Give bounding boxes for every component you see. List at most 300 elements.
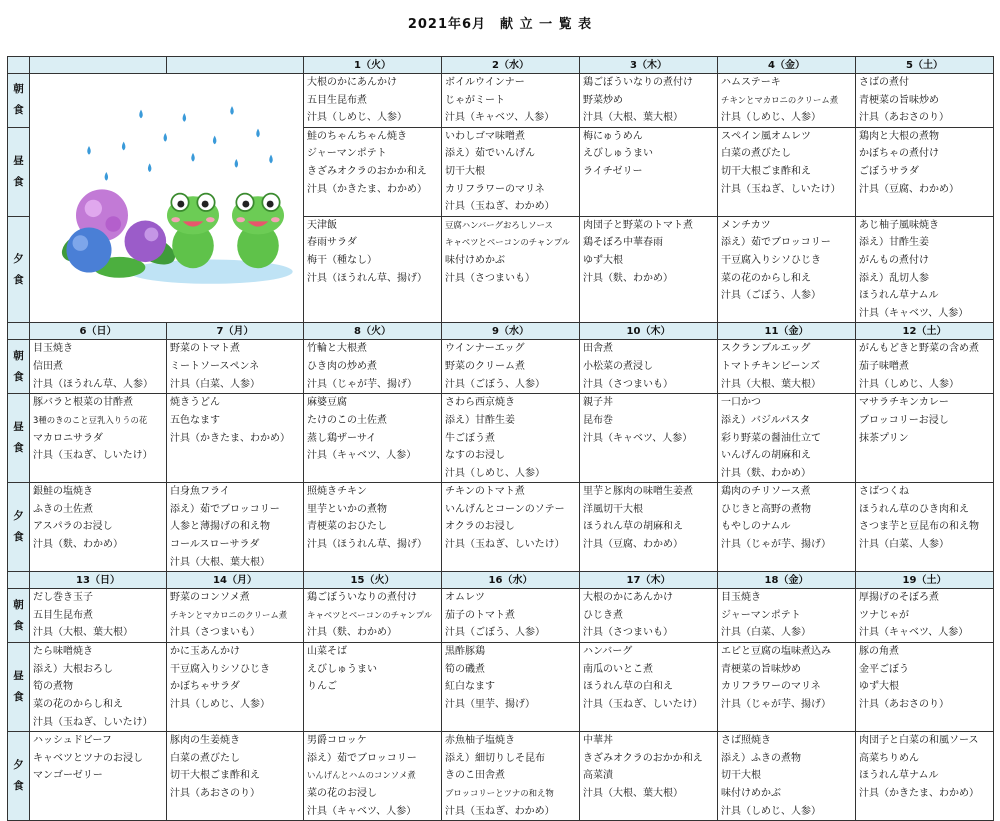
menu-item: 汁具（さつまいも）: [170, 627, 260, 639]
menu-cell: [30, 589, 167, 643]
menu-cell: [442, 732, 580, 821]
menu-item: 味付けめかぶ: [445, 254, 505, 266]
menu-cell: [442, 127, 580, 216]
menu-item: 豆腐ハンバーグおろしソース: [445, 219, 553, 230]
menu-item: 汁具（さつまいも）: [583, 378, 673, 390]
menu-item: 青梗菜の旨味炒め: [721, 663, 801, 675]
menu-item: 汁具（キャベツ、人参）: [859, 627, 969, 639]
menu-item: 添え）バジルパスタ: [721, 414, 811, 426]
menu-item: 青梗菜の旨味炒め: [859, 94, 939, 106]
menu-item: 田舎煮: [583, 343, 613, 355]
menu-item: 添え）茹でブロッコリー: [721, 237, 831, 249]
menu-item: 照焼きチキン: [307, 486, 367, 498]
menu-item: 汁具（しめじ、人参）: [307, 112, 407, 124]
menu-item: ライチゼリー: [583, 165, 643, 177]
menu-cell: [580, 643, 718, 732]
menu-item: ボイルウインナー: [445, 77, 525, 88]
day-header: 4（金）: [718, 57, 856, 74]
menu-cell: [718, 74, 856, 128]
menu-item: 鶏そぼろ中華春雨: [583, 237, 663, 249]
menu-item: ゆず大根: [859, 681, 899, 693]
day-header: 6（日）: [30, 323, 167, 340]
menu-item: 汁具（大根、葉大根）: [721, 378, 821, 390]
menu-item: ひき肉の炒め煮: [307, 360, 377, 372]
menu-item: 汁具（しめじ、人参）: [445, 467, 545, 479]
menu-item: ほうれん草ナムル: [859, 290, 939, 302]
menu-cell: [442, 394, 580, 483]
meal-row-dinner: [8, 483, 994, 572]
menu-item: 添え）ふきの煮物: [721, 752, 801, 764]
day-header: 12（土）: [856, 323, 994, 340]
menu-cell: [304, 127, 442, 216]
menu-cell: [856, 340, 994, 394]
menu-item: ミートソースペンネ: [170, 360, 260, 372]
menu-item: ふきの土佐煮: [33, 503, 93, 515]
menu-item: 豚の角煮: [859, 646, 899, 658]
menu-item: アスパラのお浸し: [33, 521, 113, 533]
menu-item: 汁具（麩、わかめ）: [583, 272, 673, 284]
meal-row-breakfast: [8, 74, 994, 128]
menu-item: 肉団子と白菜の和風ソース: [859, 735, 979, 747]
menu-cell: [30, 643, 167, 732]
menu-item: 汁具（ごぼう、人参）: [445, 378, 545, 390]
menu-item: 鮭のちゃんちゃん焼き: [307, 130, 407, 142]
menu-item: さば照焼き: [721, 735, 771, 747]
menu-item: ひじきと高野の煮物: [721, 503, 811, 515]
menu-cell: [304, 732, 442, 821]
menu-item: 汁具（じゃが芋、揚げ）: [721, 539, 831, 551]
menu-item: 汁具（キャベツ、人参）: [307, 450, 417, 462]
menu-item: ブロッコリーとツナの和え物: [445, 788, 554, 798]
menu-item: 汁具（豆腐、わかめ）: [583, 539, 683, 551]
menu-item: 干豆腐入りシソひじき: [170, 663, 270, 675]
menu-item: 汁具（キャベツ、人参）: [859, 307, 969, 319]
menu-cell: [856, 732, 994, 821]
menu-item: 汁具（じゃが芋、揚げ）: [721, 699, 831, 711]
menu-item: 汁具（玉ねぎ、しいたけ）: [33, 716, 153, 728]
menu-item: スクランブルエッグ: [721, 343, 811, 355]
menu-item: 高菜ちりめん: [859, 752, 919, 764]
menu-item: 紅白なます: [445, 681, 495, 693]
menu-item: オムレツ: [445, 592, 485, 604]
menu-item: 汁具（玉ねぎ、わかめ）: [445, 201, 555, 213]
menu-item: 汁具（あおさのり）: [170, 788, 260, 799]
day-header: 16（水）: [442, 572, 580, 589]
menu-item: 汁具（かきたま、わかめ）: [170, 432, 290, 444]
menu-item: 里芋と豚肉の味噌生姜煮: [583, 486, 693, 498]
menu-item: 中華丼: [583, 735, 613, 747]
menu-cell: [30, 732, 167, 821]
menu-item: オクラのお浸し: [445, 521, 515, 533]
menu-item: 大根のかにあんかけ: [583, 592, 673, 604]
menu-item: 青梗菜のおひたし: [307, 521, 387, 533]
menu-cell: [304, 216, 442, 323]
menu-item: トマトチキンビーンズ: [721, 360, 820, 372]
menu-item: 昆布巻: [583, 414, 613, 426]
day-header: 9（水）: [442, 323, 580, 340]
menu-cell: [580, 340, 718, 394]
menu-item: 春雨サラダ: [307, 237, 357, 249]
menu-item: 小松菜の煮浸し: [583, 360, 653, 372]
menu-item: キャベツとツナのお浸し: [33, 752, 143, 764]
menu-item: 切干大根ごま酢和え: [170, 770, 260, 782]
menu-cell: [442, 216, 580, 323]
menu-item: 銀鮭の塩焼き: [33, 486, 93, 498]
menu-item: 鶏ごぼういなりの煮付け: [583, 77, 693, 88]
menu-item: ハンバーグ: [583, 646, 633, 658]
menu-cell: [580, 127, 718, 216]
menu-item: 里芋といかの煮物: [307, 503, 387, 515]
day-header: 15（火）: [304, 572, 442, 589]
menu-item: カリフラワーのマリネ: [721, 681, 821, 693]
menu-item: 添え）乱切人参: [859, 272, 929, 284]
menu-item: 大根のかにあんかけ: [307, 77, 397, 88]
menu-item: 汁具（かきたま、わかめ）: [307, 183, 427, 195]
menu-item: もやしのナムル: [721, 521, 791, 533]
week-header-row: [8, 572, 994, 589]
menu-item: 汁具（あおさのり）: [859, 699, 949, 711]
menu-cell: [167, 732, 304, 821]
menu-item: ジャーマンポテト: [721, 609, 801, 621]
menu-cell: [718, 483, 856, 572]
menu-item: 五目生昆布煮: [33, 609, 93, 621]
menu-item: 汁具（ほうれん草、揚げ）: [307, 272, 427, 284]
menu-item: かぼちゃサラダ: [170, 681, 240, 693]
menu-item: 麻婆豆腐: [307, 397, 347, 409]
menu-item: 山菜そば: [307, 646, 347, 658]
menu-item: コールスローサラダ: [170, 539, 260, 551]
menu-cell: [856, 74, 994, 128]
menu-item: チキンとマカロニのクリーム煮: [721, 94, 839, 105]
menu-cell: [442, 74, 580, 128]
menu-item: かに玉あんかけ: [170, 646, 240, 658]
menu-cell: [856, 127, 994, 216]
day-header: 11（金）: [718, 323, 856, 340]
day-header: 19（土）: [856, 572, 994, 589]
menu-item: 白菜の煮びたし: [721, 148, 791, 160]
menu-item: 信田煮: [33, 360, 63, 372]
menu-table: [7, 56, 994, 821]
menu-item: ハッシュドビーフ: [33, 735, 112, 747]
menu-item: 豚肉の生姜焼き: [170, 735, 240, 747]
menu-item: 汁具（玉ねぎ、しいたけ）: [583, 699, 703, 711]
illustration-svg: [37, 83, 297, 313]
menu-item: 汁具（かきたま、わかめ）: [859, 788, 979, 799]
header-corner: [8, 57, 30, 74]
menu-item: 汁具（キャベツ、人参）: [583, 432, 693, 444]
menu-item: 茄子のトマト煮: [445, 609, 515, 621]
menu-item: 筍の煮物: [33, 681, 73, 693]
menu-cell: [442, 340, 580, 394]
week-header-row: [8, 57, 994, 74]
menu-item: チキンのトマト煮: [445, 486, 525, 498]
menu-item: メンチカツ: [721, 219, 771, 231]
menu-cell: [718, 216, 856, 323]
menu-cell: [442, 643, 580, 732]
menu-cell: [856, 483, 994, 572]
menu-item: 一口かつ: [721, 397, 761, 409]
meal-row-breakfast: [8, 589, 994, 643]
menu-item: きざみオクラのおかか和え: [583, 752, 703, 764]
menu-item: 野菜炒め: [583, 94, 623, 106]
menu-cell: [718, 394, 856, 483]
menu-item: 汁具（キャベツ、人参）: [307, 805, 417, 817]
meal-label: 夕 食: [8, 216, 30, 323]
menu-item: 南瓜のいとこ煮: [583, 663, 653, 675]
menu-cell: [580, 216, 718, 323]
day-header: 2（水）: [442, 57, 580, 74]
day-header: 18（金）: [718, 572, 856, 589]
menu-item: 目玉焼き: [721, 592, 761, 604]
menu-item: 切干大根ごま酢和え: [721, 165, 811, 177]
meal-label: 夕 食: [8, 732, 30, 821]
menu-item: 竹輪と大根煮: [307, 343, 367, 355]
menu-cell: [304, 74, 442, 128]
day-header: 5（土）: [856, 57, 994, 74]
menu-item: 添え）茹でブロッコリー: [170, 503, 280, 515]
menu-item: ほうれん草ナムル: [859, 770, 939, 782]
menu-item: 焼きうどん: [170, 397, 220, 409]
menu-cell: [304, 483, 442, 572]
menu-cell: [718, 732, 856, 821]
menu-item: 汁具（しめじ、人参）: [859, 378, 959, 390]
menu-item: 人参と薄揚げの和え物: [170, 521, 270, 533]
menu-item: がんもどきと野菜の含め煮: [859, 343, 979, 355]
menu-item: 汁具（玉ねぎ、わかめ）: [445, 805, 555, 817]
menu-item: 汁具（さつまいも）: [583, 627, 673, 639]
menu-item: えびしゅうまい: [583, 148, 653, 160]
menu-item: さばの煮付: [859, 77, 909, 88]
page-title: 2021年6月 献 立 一 覧 表: [407, 17, 593, 32]
meal-label: 昼 食: [8, 394, 30, 483]
menu-cell: [718, 340, 856, 394]
menu-item: 汁具（大根、葉大根）: [583, 112, 683, 124]
day-header: 8（火）: [304, 323, 442, 340]
menu-item: 汁具（しめじ、人参）: [170, 699, 270, 711]
menu-item: エビと豆腐の塩味煮込み: [721, 646, 831, 658]
menu-item: 汁具（ほうれん草、人参）: [33, 378, 153, 390]
day-header: 13（日）: [30, 572, 167, 589]
menu-item: 五色なます: [170, 414, 220, 426]
menu-item: 梅にゅうめん: [583, 130, 643, 142]
meal-row-breakfast: [8, 340, 994, 394]
menu-item: 汁具（あおさのり）: [859, 112, 949, 124]
menu-item: 汁具（しめじ、人参）: [721, 805, 821, 817]
menu-item: 汁具（さつまいも）: [445, 272, 535, 284]
menu-item: ゆず大根: [583, 254, 623, 266]
menu-item: カリフラワーのマリネ: [445, 183, 545, 195]
menu-item: マカロニサラダ: [33, 432, 103, 444]
menu-item: いんげんの胡麻和え: [721, 450, 811, 462]
menu-item: 汁具（大根、葉大根）: [583, 788, 683, 799]
menu-item: 菜の花のからし和え: [721, 272, 811, 284]
menu-item: スペイン風オムレツ: [721, 130, 811, 142]
menu-item: 抹茶プリン: [859, 432, 909, 444]
menu-item: 厚揚げのそぼろ煮: [859, 592, 939, 604]
menu-cell: [442, 589, 580, 643]
menu-cell: [856, 643, 994, 732]
menu-item: 汁具（大根、葉大根）: [170, 556, 270, 568]
header-corner: [8, 572, 30, 589]
menu-item: 野菜のクリーム煮: [445, 360, 525, 372]
menu-item: 汁具（白菜、人参）: [721, 627, 811, 639]
day-header: 14（月）: [167, 572, 304, 589]
menu-item: マサラチキンカレー: [859, 397, 949, 409]
menu-item: 汁具（大根、葉大根）: [33, 627, 133, 639]
menu-item: 野菜のトマト煮: [170, 343, 240, 355]
menu-item: ひじき煮: [583, 609, 623, 621]
menu-item: キャベツとベーコンのチャンプル: [445, 237, 571, 248]
menu-item: ツナじゃが: [859, 609, 909, 621]
menu-item: 切干大根: [445, 165, 485, 177]
menu-cell: [580, 589, 718, 643]
menu-item: 親子丼: [583, 397, 613, 409]
menu-item: りんご: [307, 681, 337, 693]
menu-item: 汁具（玉ねぎ、しいたけ）: [33, 450, 153, 462]
menu-item: 切干大根: [721, 770, 761, 782]
menu-item: いんげんとハムのコンソメ煮: [307, 770, 416, 781]
menu-item: 赤魚柚子塩焼き: [445, 735, 515, 747]
menu-item: 添え）細切りしそ昆布: [445, 752, 545, 764]
menu-item: きざみオクラのおかか和え: [307, 165, 427, 177]
menu-item: キャベツとベーコンのチャンプル: [307, 609, 433, 620]
menu-item: 黒酢豚鶏: [445, 646, 485, 658]
menu-cell: [167, 340, 304, 394]
menu-item: 蒸し鶏ザーサイ: [307, 432, 377, 444]
menu-item: 筍の磯煮: [445, 663, 485, 675]
menu-item: ブロッコリーお浸し: [859, 414, 949, 426]
menu-item: ジャーマンポテト: [307, 148, 387, 160]
menu-item: 菜の花のお浸し: [307, 788, 377, 799]
menu-item: かぼちゃの煮付け: [859, 148, 939, 160]
meal-label: 昼 食: [8, 643, 30, 732]
menu-item: 汁具（玉ねぎ、しいたけ）: [445, 539, 565, 551]
menu-item: 汁具（しめじ、人参）: [721, 112, 821, 124]
menu-item: 肉団子と野菜のトマト煮: [583, 219, 693, 231]
menu-item: 汁具（玉ねぎ、しいたけ）: [721, 183, 841, 195]
menu-item: 鶏ごぼういなりの煮付け: [307, 592, 417, 604]
menu-item: 洋風切干大根: [583, 503, 643, 515]
header-corner: [8, 323, 30, 340]
day-header: 7（月）: [167, 323, 304, 340]
menu-cell: [304, 643, 442, 732]
menu-cell: [304, 394, 442, 483]
menu-item: 添え）茹でブロッコリー: [307, 752, 417, 764]
menu-item: 鶏肉と大根の煮物: [859, 130, 939, 142]
menu-item: 汁具（ごぼう、人参）: [721, 290, 821, 302]
menu-cell: [304, 340, 442, 394]
menu-item: 牛ごぼう煮: [445, 432, 495, 444]
menu-cell: [167, 589, 304, 643]
menu-item: チキンとマカロニのクリーム煮: [170, 609, 288, 620]
day-header: 3（木）: [580, 57, 718, 74]
menu-item: 白菜の煮びたし: [170, 752, 240, 764]
menu-cell: [580, 394, 718, 483]
menu-item: ウインナーエッグ: [445, 343, 525, 355]
menu-item: 五目生昆布煮: [307, 94, 367, 106]
menu-cell: [167, 483, 304, 572]
menu-item: きのこ田舎煮: [445, 770, 505, 782]
menu-item: 天津飯: [307, 219, 337, 231]
menu-item: 汁具（里芋、揚げ）: [445, 699, 535, 711]
menu-item: ごぼうサラダ: [859, 165, 919, 177]
menu-item: あじ柚子風味焼き: [859, 219, 939, 231]
menu-item: ほうれん草のひき肉和え: [859, 503, 969, 515]
menu-item: だし巻き玉子: [33, 592, 93, 604]
meal-label: 朝 食: [8, 74, 30, 128]
menu-item: 汁具（じゃが芋、揚げ）: [307, 378, 417, 390]
menu-cell: [30, 483, 167, 572]
day-header: [30, 57, 167, 74]
menu-item: 菜の花のからし和え: [33, 699, 123, 711]
menu-item: マンゴーゼリー: [33, 770, 103, 782]
menu-item: いんげんとコーンのソテー: [445, 503, 565, 515]
meal-row-lunch: [8, 643, 994, 732]
menu-item: 添え）甘酢生姜: [445, 414, 515, 426]
menu-item: 金平ごぼう: [859, 663, 909, 675]
menu-item: 目玉焼き: [33, 343, 73, 355]
menu-item: がんもの煮付け: [859, 254, 929, 266]
menu-item: さわら西京焼き: [445, 397, 515, 409]
menu-item: 汁具（白菜、人参）: [859, 539, 949, 551]
menu-item: 添え）大根おろし: [33, 663, 113, 675]
day-header: [167, 57, 304, 74]
menu-item: じゃがミート: [445, 94, 505, 106]
menu-item: 梅干（種なし）: [307, 254, 377, 266]
menu-item: 干豆腐入りシソひじき: [721, 254, 821, 266]
menu-item: ほうれん草の胡麻和え: [583, 521, 683, 533]
menu-item: 野菜のコンソメ煮: [170, 592, 250, 604]
menu-item: 添え）茹でいんげん: [445, 148, 535, 160]
menu-item: 高菜漬: [583, 770, 613, 782]
menu-item: いわしゴマ味噌煮: [445, 130, 525, 142]
menu-item: ほうれん草の白和え: [583, 681, 673, 693]
menu-item: ハムステーキ: [721, 77, 781, 88]
day-header: 17（木）: [580, 572, 718, 589]
menu-item: 汁具（麩、わかめ）: [307, 627, 397, 639]
menu-cell: [30, 394, 167, 483]
menu-cell: [718, 589, 856, 643]
menu-item: 添え）甘酢生姜: [859, 237, 929, 249]
menu-item: 男爵コロッケ: [307, 735, 367, 747]
menu-item: 汁具（ごぼう、人参）: [445, 627, 545, 639]
menu-cell: [856, 216, 994, 323]
menu-item: 汁具（ほうれん草、揚げ）: [307, 539, 427, 551]
menu-cell: [304, 589, 442, 643]
meal-row-dinner: [8, 732, 994, 821]
menu-cell: [718, 127, 856, 216]
menu-item: 彩り野菜の醤油仕立て: [721, 432, 821, 444]
meal-label: 朝 食: [8, 589, 30, 643]
menu-cell: [30, 340, 167, 394]
menu-item: 汁具（キャベツ、人参）: [445, 112, 555, 124]
week-header-row: [8, 323, 994, 340]
meal-row-lunch: [8, 394, 994, 483]
menu-item: たけのこの土佐煮: [307, 414, 387, 426]
menu-item: たら味噌焼き: [33, 646, 93, 658]
menu-item: 鶏肉のチリソース煮: [721, 486, 811, 498]
menu-cell: [580, 483, 718, 572]
day-header: 1（火）: [304, 57, 442, 74]
menu-item: えびしゅうまい: [307, 663, 377, 675]
menu-item: さばつくね: [859, 486, 909, 498]
menu-cell: [442, 483, 580, 572]
menu-item: 白身魚フライ: [170, 486, 230, 498]
frogs-and-hydrangea-rain-illustration: [30, 74, 304, 323]
day-header: 10（木）: [580, 323, 718, 340]
menu-item: 汁具（麩、わかめ）: [721, 467, 811, 479]
menu-cell: [856, 394, 994, 483]
